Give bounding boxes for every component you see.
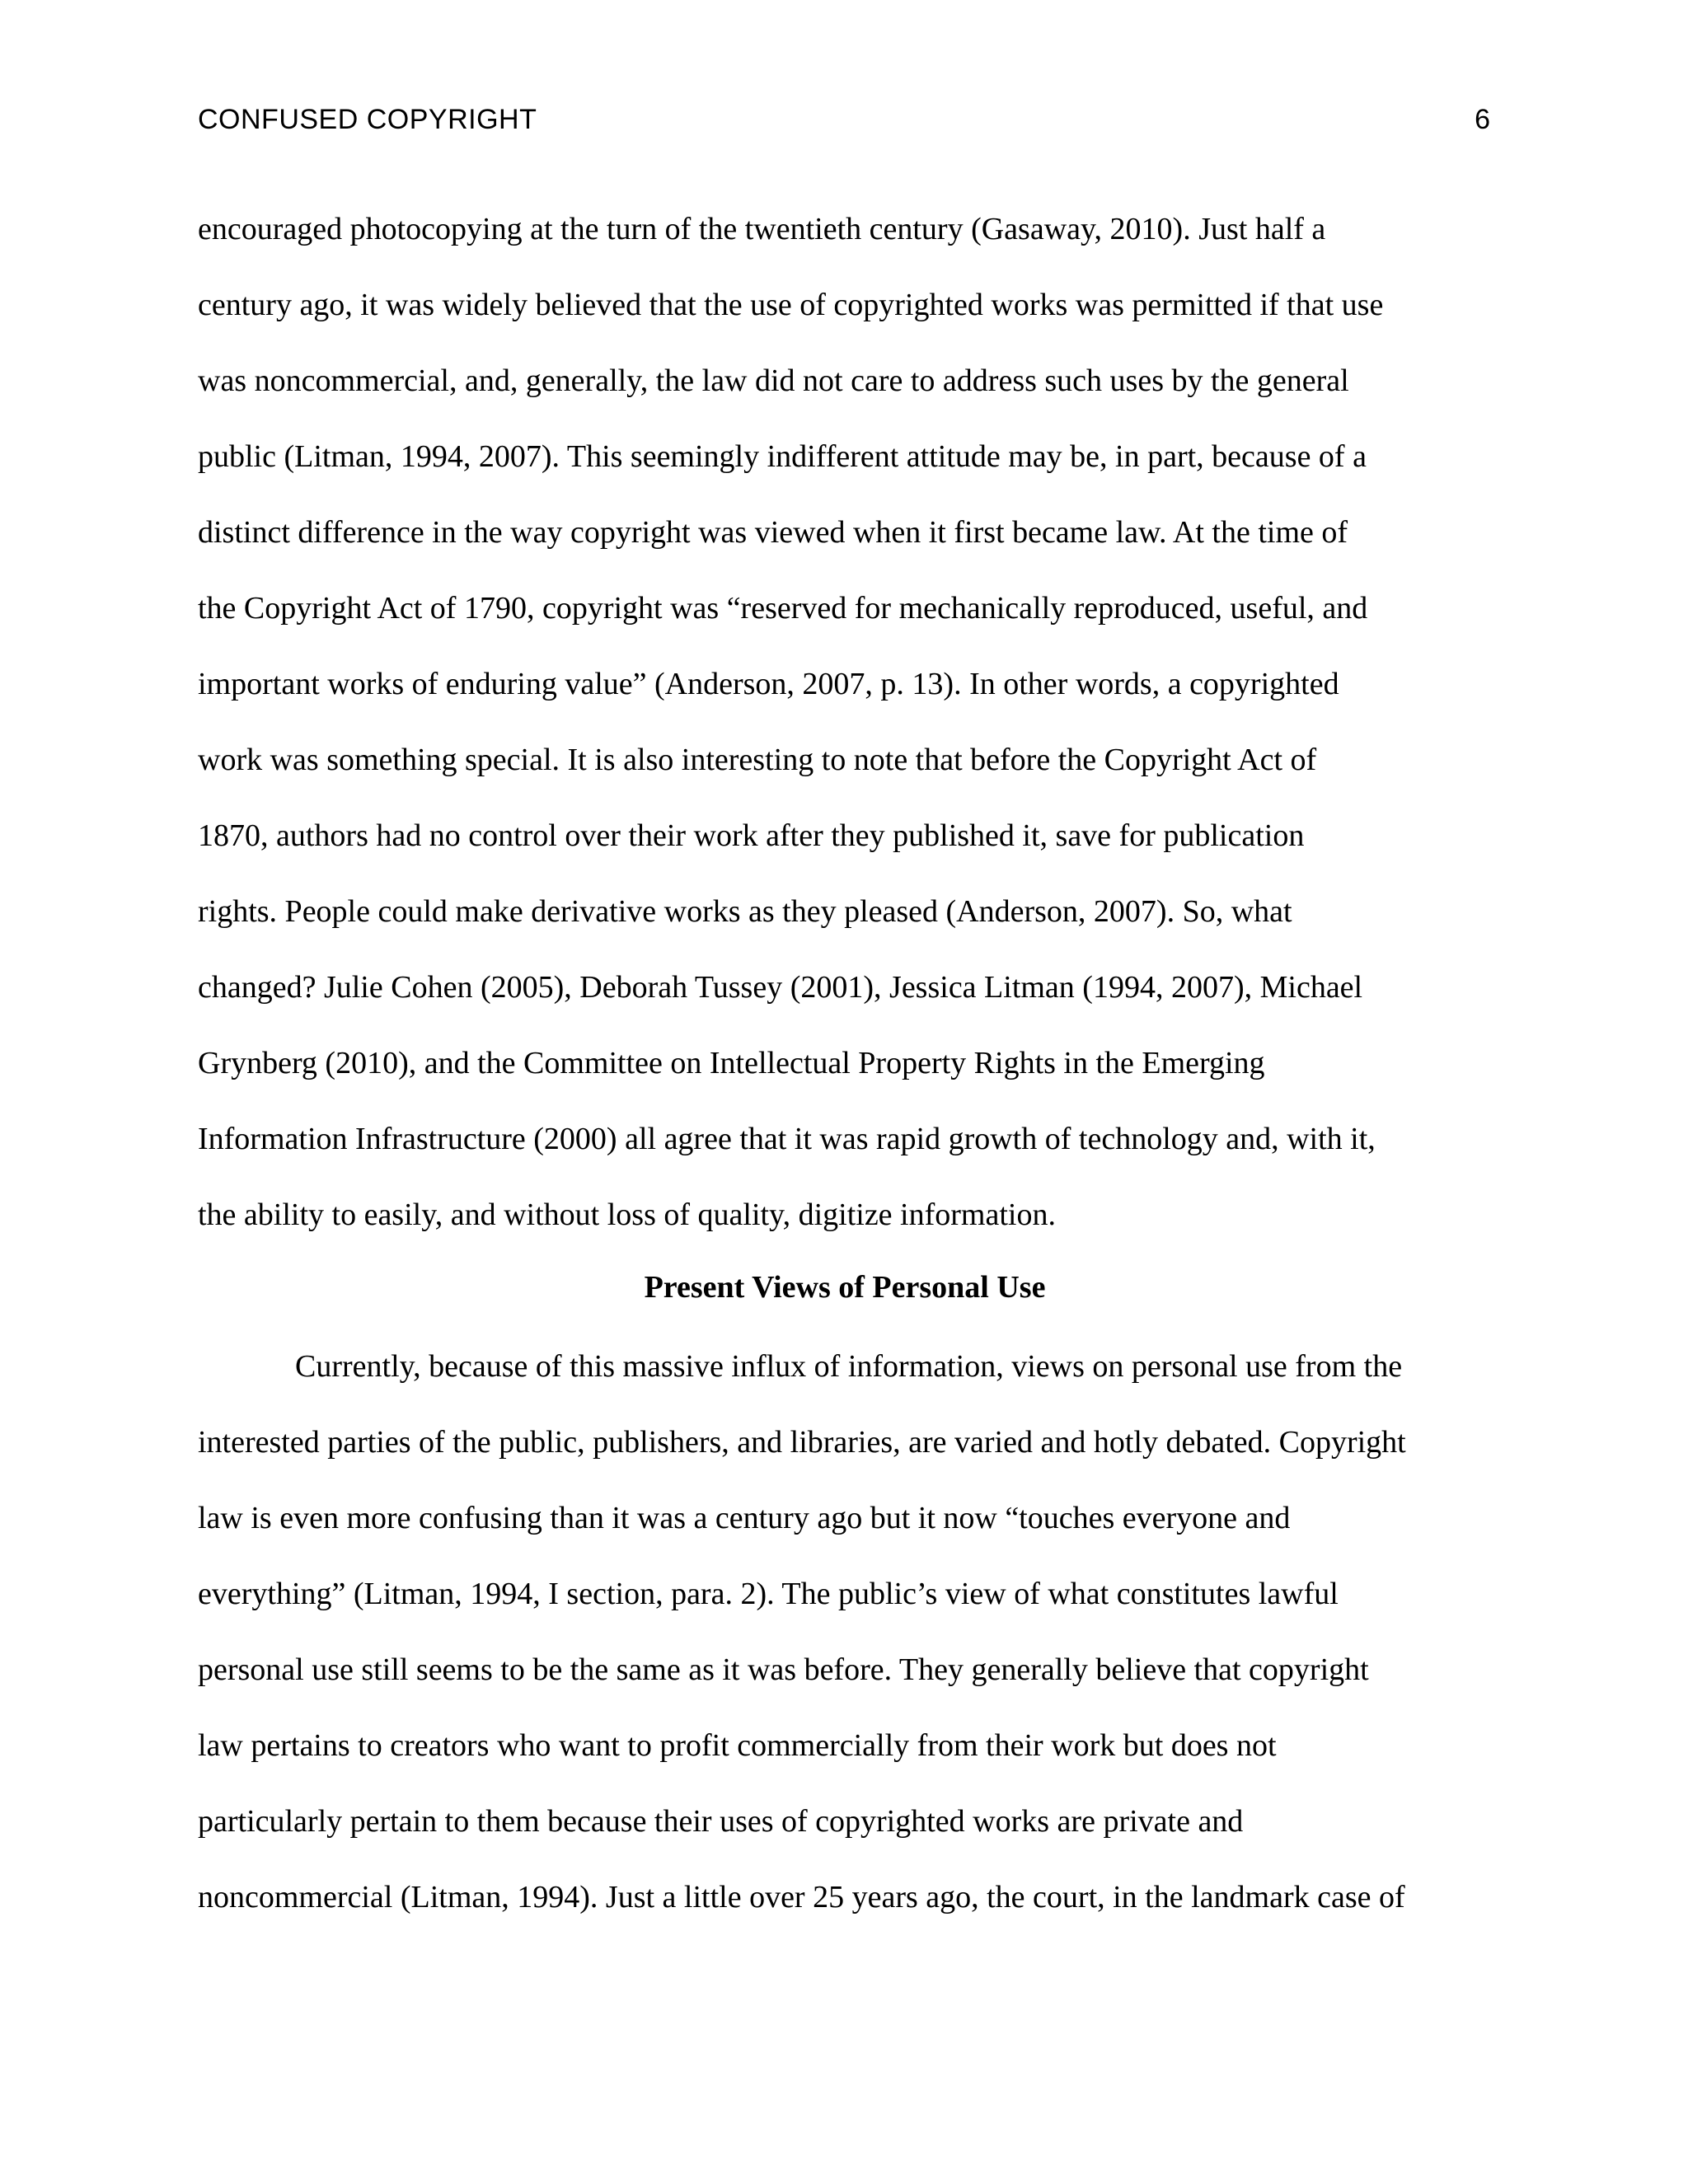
paragraph (198, 1329, 1492, 1935)
text-line: public (Litman, 1994, 2007). This seemingly indifferent attitude may be, in part, because of a (198, 439, 1367, 474)
page-number: 6 (1475, 104, 1490, 135)
text-line: Currently, because of this massive influx of information, views on personal use from the (295, 1349, 1403, 1384)
text-line: important works of enduring value” (Anderson, 2007, p. 13). In other words, a copyrighted (198, 667, 1339, 701)
text-line: century ago, it was widely believed that the use of copyrighted works was permitted if that use (198, 288, 1384, 322)
section-heading: Present Views of Personal Use (644, 1270, 1046, 1305)
text-line: changed? Julie Cohen (2005), Deborah Tussey (2001), Jessica Litman (1994, 2007), Michael (198, 970, 1363, 1005)
text-line: rights. People could make derivative works as they pleased (Anderson, 2007). So, what (198, 894, 1292, 929)
text-line: the Copyright Act of 1790, copyright was “reserved for mechanically reproduced, useful, and (198, 591, 1368, 626)
text-line: 1870, authors had no control over their work after they published it, save for publication (198, 818, 1305, 853)
text-line: interested parties of the public, publishers, and libraries, are varied and hotly debated. Copyright (198, 1425, 1406, 1460)
text-line: noncommercial (Litman, 1994). Just a little over 25 years ago, the court, in the landmark case of (198, 1880, 1405, 1915)
text-line: particularly pertain to them because their uses of copyrighted works are private and (198, 1804, 1244, 1839)
text-line: work was something special. It is also interesting to note that before the Copyright Act of (198, 743, 1317, 777)
body-text (198, 191, 1492, 1935)
text-line: the ability to easily, and without loss of quality, digitize information. (198, 1197, 1056, 1232)
text-line: encouraged photocopying at the turn of the twentieth century (Gasaway, 2010). Just half a (198, 212, 1326, 246)
text-line: was noncommercial, and, generally, the law did not care to address such uses by the general (198, 363, 1349, 398)
text-line: personal use still seems to be the same as it was before. They generally believe that copyright (198, 1652, 1369, 1687)
running-title: CONFUSED COPYRIGHT (198, 104, 537, 135)
text-line: distinct difference in the way copyright was viewed when it first became law. At the time of (198, 515, 1348, 550)
text-line: law pertains to creators who want to profit commercially from their work but does not (198, 1728, 1277, 1763)
paragraph-continuation (198, 191, 1492, 1253)
text-line: law is even more confusing than it was a century ago but it now “touches everyone and (198, 1501, 1291, 1535)
text-line: everything” (Litman, 1994, I section, para. 2). The public’s view of what constitutes lawful (198, 1577, 1339, 1611)
text-line: Information Infrastructure (2000) all agree that it was rapid growth of technology and, with it, (198, 1122, 1376, 1156)
running-head (198, 99, 1490, 140)
text-line: Grynberg (2010), and the Committee on Intellectual Property Rights in the Emerging (198, 1046, 1265, 1080)
